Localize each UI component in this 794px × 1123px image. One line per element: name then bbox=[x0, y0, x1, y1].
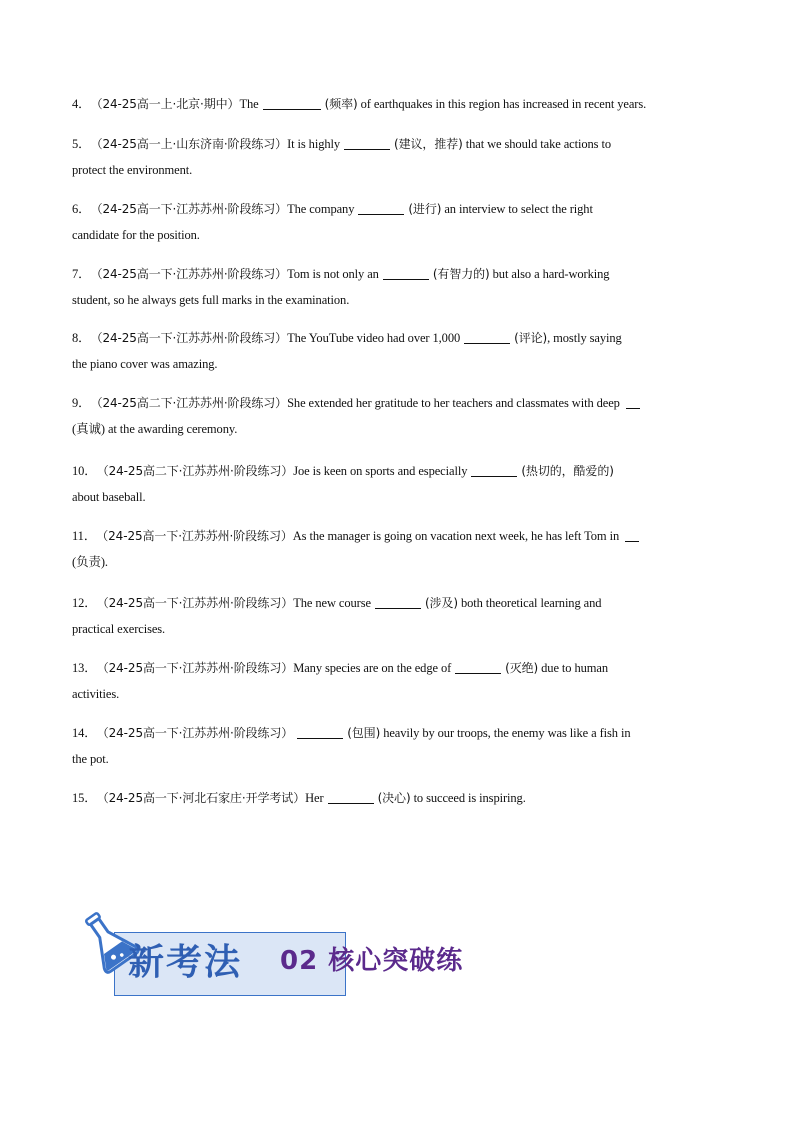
question-text-before: The new course bbox=[293, 596, 371, 610]
question-text-line2: practical exercises. bbox=[72, 622, 166, 636]
question-text-after: to succeed is inspiring. bbox=[413, 791, 526, 805]
question-text-before: The YouTube video had over 1,000 bbox=[287, 331, 461, 345]
answer-blank bbox=[625, 527, 639, 542]
question-number: 12． bbox=[72, 596, 97, 610]
answer-blank bbox=[383, 265, 429, 280]
question-text-before: Joe is keen on sports and especially bbox=[293, 464, 468, 478]
question-source: （24-25高一下·江苏苏州·阶段练习） bbox=[102, 726, 294, 740]
answer-blank bbox=[471, 462, 517, 477]
question-source: （24-25高一下·江苏苏州·阶段练习） bbox=[96, 202, 288, 216]
question-text-after: that we should take actions to bbox=[465, 137, 611, 151]
question-hint: (有智力的) bbox=[432, 267, 490, 281]
question-hint: (频率) bbox=[324, 97, 358, 111]
section-banner bbox=[72, 905, 492, 1000]
question-source: （24-25高一上·北京·期中） bbox=[96, 97, 240, 111]
question-text-before: Tom is not only an bbox=[287, 267, 379, 281]
question-number: 9． bbox=[72, 396, 91, 410]
question-text-before: As the manager is going on vacation next week, he has left Tom in bbox=[292, 529, 620, 543]
question-number: 6． bbox=[72, 202, 91, 216]
question-4 bbox=[72, 91, 724, 117]
answer-blank bbox=[464, 329, 510, 344]
question-text-line2: (负责). bbox=[72, 555, 108, 569]
answer-blank bbox=[626, 394, 640, 409]
question-source: （24-25高一下·江苏苏州·阶段练习） bbox=[96, 267, 288, 281]
question-hint: (灭绝) bbox=[505, 661, 539, 675]
question-source: （24-25高一下·江苏苏州·阶段练习） bbox=[102, 529, 293, 543]
question-text-before: It is highly bbox=[287, 137, 341, 151]
question-text-line2: about baseball. bbox=[72, 490, 146, 504]
question-source: （24-25高一下·江苏苏州·阶段练习） bbox=[102, 661, 294, 675]
answer-blank bbox=[297, 724, 343, 739]
question-11 bbox=[72, 523, 724, 575]
answer-blank bbox=[263, 95, 321, 110]
question-text-line2: activities. bbox=[72, 687, 120, 701]
question-number: 15． bbox=[72, 791, 97, 805]
question-number: 8． bbox=[72, 331, 91, 345]
question-text-after: but also a hard-working bbox=[492, 267, 610, 281]
question-text-before: She extended her gratitude to her teachers and classmates with deep bbox=[287, 396, 620, 410]
question-15 bbox=[72, 785, 724, 811]
question-number: 5． bbox=[72, 137, 91, 151]
question-number: 13． bbox=[72, 661, 97, 675]
question-9 bbox=[72, 390, 724, 442]
question-hint: (包围) bbox=[347, 726, 381, 740]
question-text-line2: protect the environment. bbox=[72, 163, 193, 177]
question-source: （24-25高一下·江苏苏州·阶段练习） bbox=[96, 331, 288, 345]
question-number: 4． bbox=[72, 97, 91, 111]
answer-blank bbox=[375, 594, 421, 609]
question-text-after: heavily by our troops, the enemy was like a fish in bbox=[383, 726, 631, 740]
question-7 bbox=[72, 261, 724, 313]
question-hint: (涉及) bbox=[424, 596, 458, 610]
question-source: （24-25高一下·江苏苏州·阶段练习） bbox=[102, 596, 294, 610]
answer-blank bbox=[455, 659, 501, 674]
question-text-after: , mostly saying bbox=[547, 331, 622, 345]
question-text-after: an interview to select the right bbox=[444, 202, 593, 216]
question-text-line2: the piano cover was amazing. bbox=[72, 357, 218, 371]
question-hint: (评论) bbox=[514, 331, 548, 345]
question-5 bbox=[72, 131, 724, 183]
question-number: 14． bbox=[72, 726, 97, 740]
badge-label: 新考法 bbox=[128, 942, 243, 983]
question-text-line2: candidate for the position. bbox=[72, 228, 200, 242]
answer-blank bbox=[328, 789, 374, 804]
question-number: 7． bbox=[72, 267, 91, 281]
question-14 bbox=[72, 720, 724, 772]
question-13 bbox=[72, 655, 724, 707]
question-text-line2: (真诚) at the awarding ceremony. bbox=[72, 422, 238, 436]
question-text-after: due to human bbox=[541, 661, 608, 675]
question-text-before: Many species are on the edge of bbox=[293, 661, 452, 675]
section-title: 02 核心突破练 bbox=[280, 946, 464, 976]
question-text-before: Her bbox=[305, 791, 324, 805]
question-12 bbox=[72, 590, 724, 642]
question-source: （24-25高二下·江苏苏州·阶段练习） bbox=[102, 464, 294, 478]
question-number: 10． bbox=[72, 464, 97, 478]
question-hint: (进行) bbox=[408, 202, 442, 216]
question-source: （24-25高一上·山东济南·阶段练习） bbox=[96, 137, 288, 151]
question-source: （24-25高一下·河北石家庄·开学考试） bbox=[102, 791, 306, 805]
question-8 bbox=[72, 325, 724, 377]
question-text-before: The bbox=[239, 97, 259, 111]
question-text-before: The company bbox=[287, 202, 355, 216]
question-hint: (热切的，酷爱的) bbox=[521, 464, 614, 478]
question-hint: (决心) bbox=[377, 791, 411, 805]
question-source: （24-25高二下·江苏苏州·阶段练习） bbox=[96, 396, 288, 410]
answer-blank bbox=[344, 135, 390, 150]
question-6 bbox=[72, 196, 724, 248]
question-hint: (建议，推荐) bbox=[394, 137, 463, 151]
question-text-line2: student, so he always gets full marks in the examination. bbox=[72, 293, 350, 307]
answer-blank bbox=[358, 200, 404, 215]
question-number: 11． bbox=[72, 529, 97, 543]
question-10 bbox=[72, 458, 724, 510]
question-text-after: of earthquakes in this region has increased in recent years. bbox=[360, 97, 647, 111]
question-text-after: both theoretical learning and bbox=[460, 596, 602, 610]
question-text-line2: the pot. bbox=[72, 752, 109, 766]
